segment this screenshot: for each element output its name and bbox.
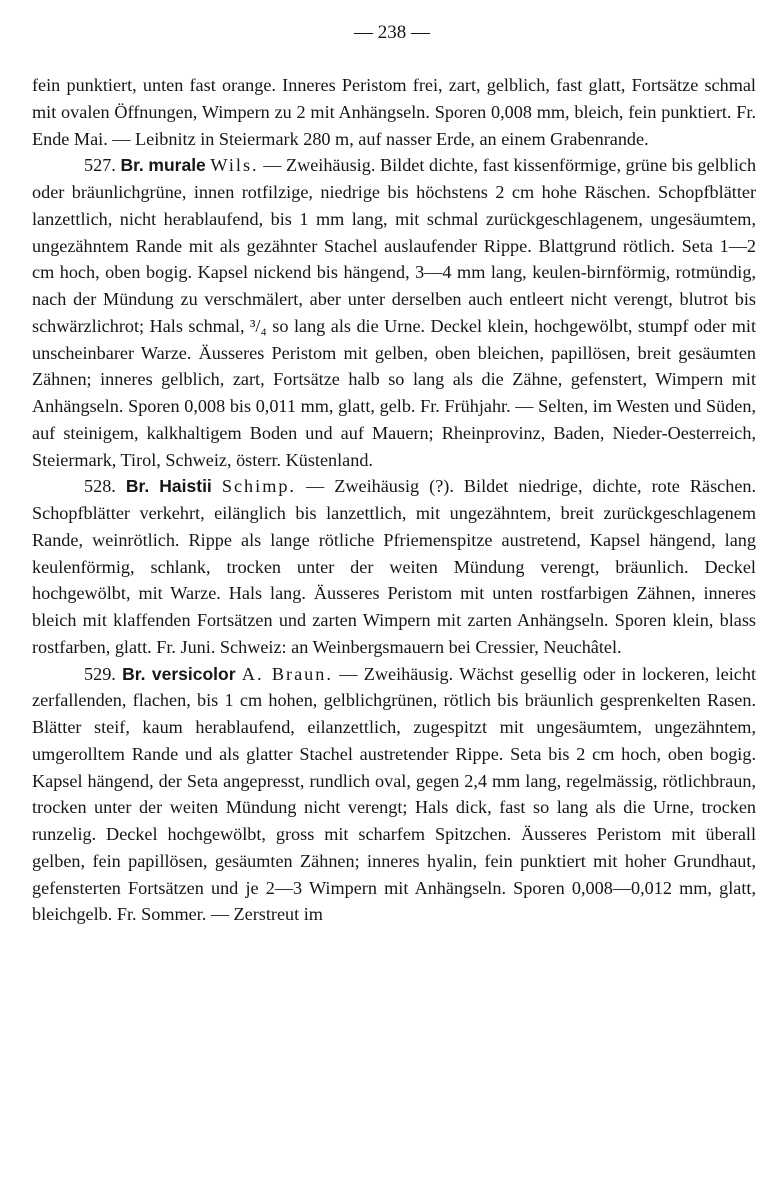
page-number: — 238 —	[354, 22, 430, 43]
paragraph-continuation	[32, 72, 756, 152]
entry-number: 528.	[84, 476, 116, 497]
genus-abbrev: Br.	[120, 155, 144, 176]
species-name: versicolor	[151, 663, 236, 684]
species-name: murale	[148, 155, 206, 176]
genus-abbrev: Br.	[125, 476, 150, 497]
genus-abbrev: Br.	[122, 663, 146, 684]
author-name: A. Braun.	[241, 663, 333, 684]
author-name: Schimp.	[221, 476, 296, 497]
entry-description: — Zweihäusig (?). Bildet niedrige, dichte, rote Räschen. Schopfblätter verkehrt, eilänglich bis lanzettlich, mit ungezähntem, breit zurückgeschlagenem Rande, weinrötlich. Rippe als lange rötliche Pfriemenspitze austretend, Kapsel hängend, lang keulenförmig, schlank, trocken unter der weiten Mündung verengt, bräunlich. Deckel hochgewölbt, mit Warze. Hals lang. Äusseres Peristom mit unten rostfarbigen Zähnen, inneres bleich mit klaffenden Fortsätzen und zarten Wimpern mit zarten Anhängseln. Sporen klein, blass rostfarben, glatt. Fr. Juni. Schweiz: an Weinbergsmauern bei Cressier, Neuchâtel.	[32, 476, 757, 657]
species-entry-527	[32, 152, 756, 473]
paragraph-text: fein punktiert, unten fast orange. Inneres Peristom frei, zart, gelblich, fast glatt, Fortsätze schmal mit ovalen Öffnungen, Wimpern zu 2 mit Anhängseln. Sporen 0,008 mm, bleich, fein punktiert. Fr. Ende Mai. — Leibnitz in Steiermark 280 m, auf nasser Erde, an einem Grabenrande.	[32, 75, 756, 149]
entry-description: — Zweihäusig. Bildet dichte, fast kissenförmige, grüne bis gelblich oder bräunlichgrüne, innen rotfilzige, niedrige bis höchstens 2 cm hohe Räschen. Schopfblätter lanzettlich, nicht herablaufend, bis 1 mm lang, mit schmal zurückgeschlagenem, ungesäumtem, ungezähntem Rande mit als gezähnter Stachel auslaufender Rippe. Blattgrund rötlich. Seta 1—2 cm hoch, oben bogig. Kapsel nickend bis hängend, 3—4 mm lang, keulen-birnförmig, rotmündig, nach der Mündung zu verschmälert, aber unter derselben auch entleert nicht verengt, blutrot bis schwärzlichrot; Hals schmal, ³/₄ so lang als die Urne. Deckel klein, hochgewölbt, stumpf oder mit unscheinbarer Warze. Äusseres Peristom mit gelben, oben bleichen, papillösen, breit gesäumten Zähnen; inneres gelblich, zart, Fortsätze halb so lang als die Zähne, gefenstert, Wimpern mit Anhängseln. Sporen 0,008 bis 0,011 mm, glatt, gelb. Fr. Frühjahr. — Selten, im Westen und Süden, auf steinigem, kalkhaltigem Boden und auf Mauern; Rheinprovinz, Baden, Nieder-Oesterreich, Steiermark, Tirol, Schweiz, österr. Küstenland.	[32, 155, 757, 470]
entry-number: 527.	[84, 155, 116, 176]
author-name: Wils.	[210, 155, 259, 176]
entry-number: 529.	[84, 663, 116, 684]
species-name: Haistii	[159, 476, 212, 497]
body-text	[32, 72, 756, 928]
species-entry-528	[32, 473, 756, 660]
species-entry-529	[32, 661, 756, 929]
entry-description: — Zweihäusig. Wächst gesellig oder in lockeren, leicht zerfallenden, flachen, bis 1 cm hohen, gelblichgrünen, rötlich bis bräunlich gesprenkelten Rasen. Blätter steif, kaum herablaufend, eilanzettlich, zugespitzt mit ungesäumtem, ungezähntem, umgerolltem Rande und als glatter Stachel austretender Rippe. Seta bis 2 cm hoch, oben bogig. Kapsel hängend, der Seta angepresst, rundlich oval, gegen 2,4 mm lang, regelmässig, rötlichbraun, trocken unter der weiten Mündung nicht verengt; Hals dick, fast so lang als die Urne, trocken runzelig. Deckel hochgewölbt, gross mit scharfem Spitzchen. Äusseres Peristom mit überall gelben, fein papillösen, gesäumten Zähnen; inneres hyalin, fein punktiert mit hoher Grundhaut, gefensterten Fortsätzen und je 2—3 Wimpern mit Anhängseln. Sporen 0,008—0,012 mm, glatt, bleichgelb. Fr. Sommer. — Zerstreut im	[32, 663, 756, 925]
